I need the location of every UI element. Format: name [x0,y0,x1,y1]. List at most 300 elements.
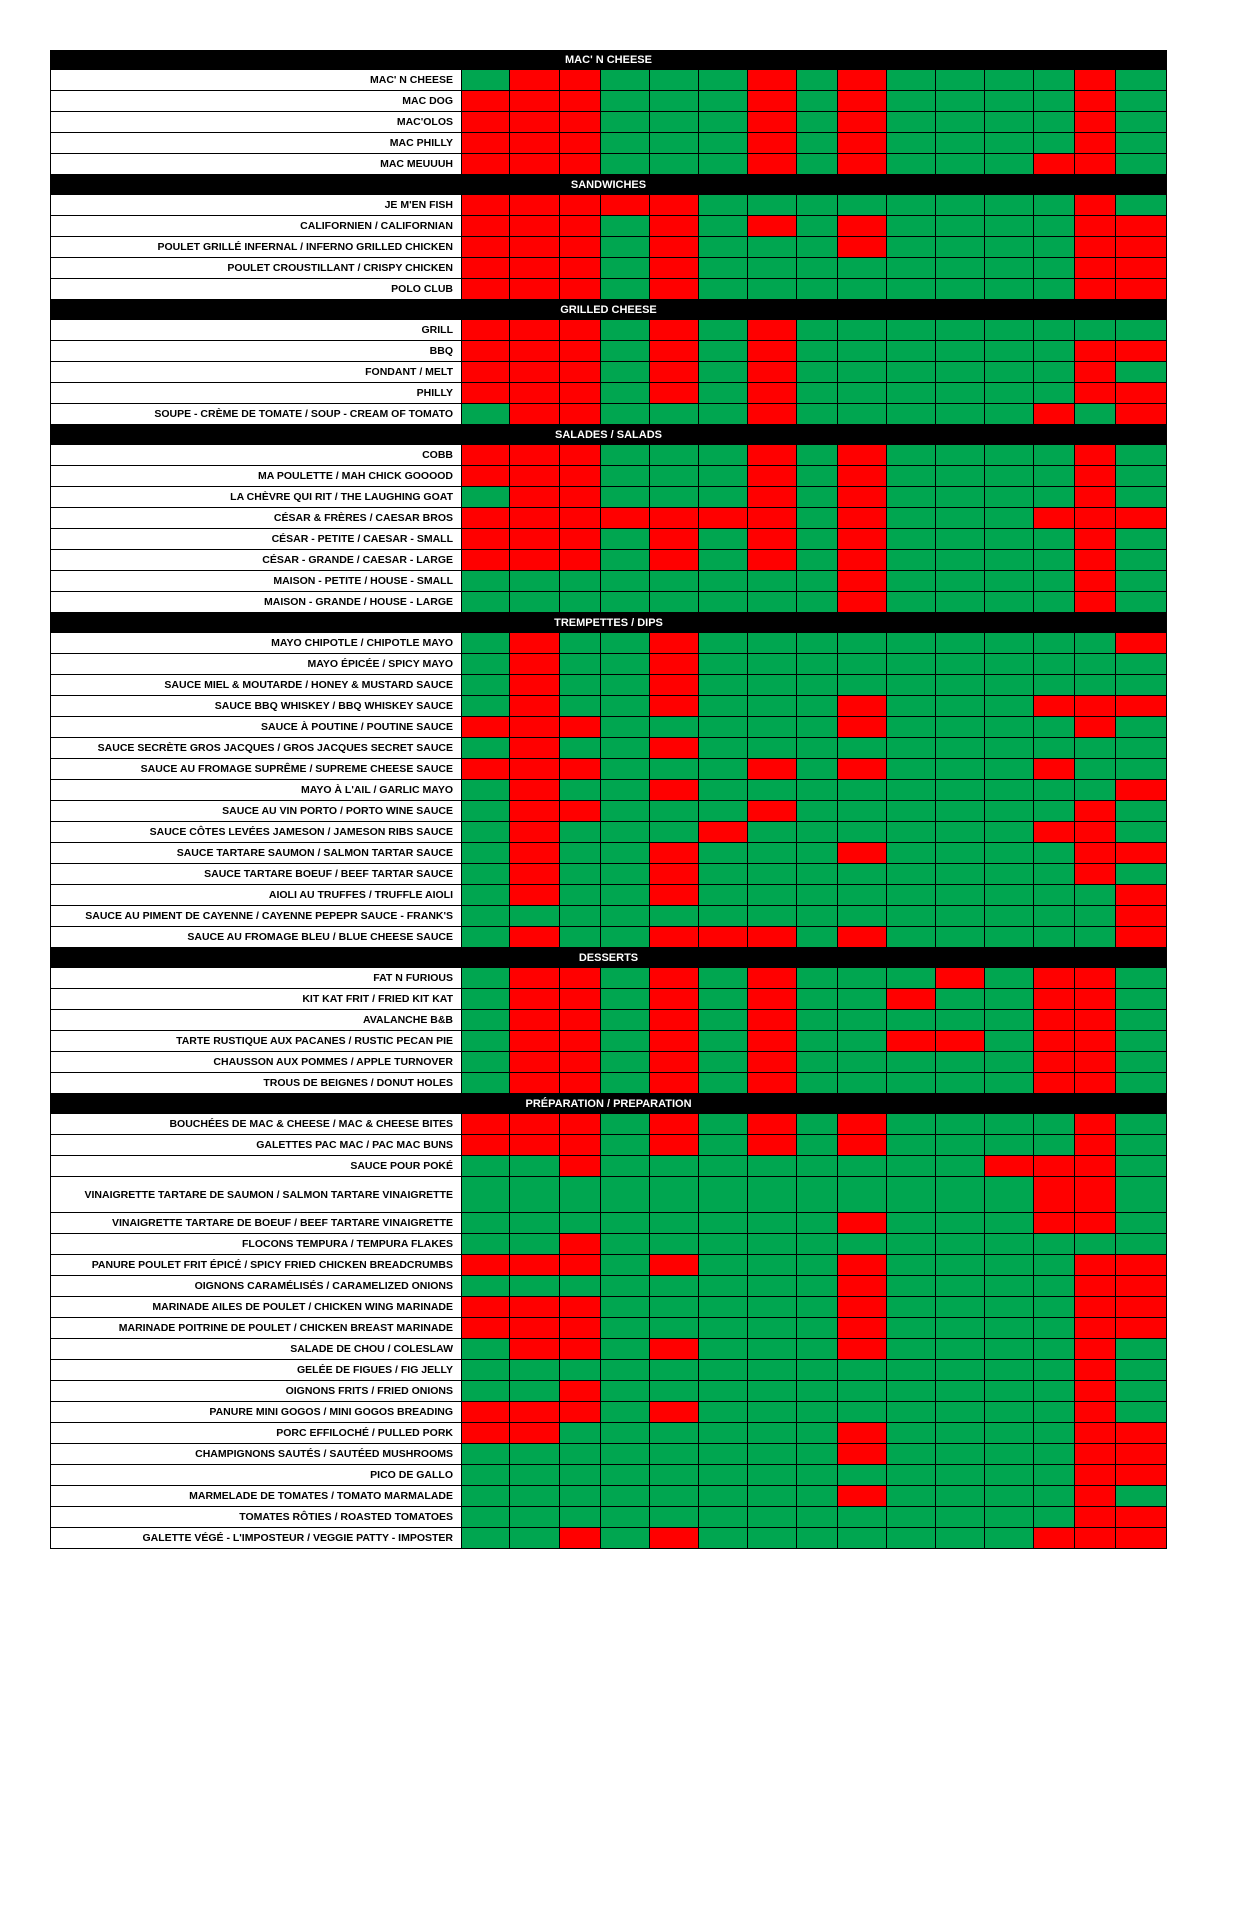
allergen-present-cell [1034,1156,1075,1177]
allergen-present-cell [748,362,797,383]
allergen-free-cell [936,112,985,133]
allergen-free-cell [887,466,936,487]
allergen-present-cell [462,1297,510,1318]
allergen-present-cell [560,801,601,822]
allergen-present-cell [560,1339,601,1360]
allergen-present-cell [1075,989,1116,1010]
allergen-present-cell [510,154,560,175]
allergen-free-cell [985,1031,1034,1052]
allergen-free-cell [462,1360,510,1381]
allergen-free-cell [936,1339,985,1360]
allergen-free-cell [650,822,699,843]
allergen-free-cell [1034,927,1075,948]
allergen-present-cell [748,989,797,1010]
allergen-free-cell [797,696,838,717]
menu-item-row [50,989,1167,1010]
allergen-free-cell [887,383,936,404]
allergen-present-cell [748,759,797,780]
allergen-present-cell [1116,1276,1167,1297]
allergen-present-cell [1075,91,1116,112]
allergen-present-cell [1075,571,1116,592]
menu-item-row [50,195,1167,216]
allergen-present-cell [510,696,560,717]
allergen-free-cell [699,70,748,91]
allergen-present-cell [650,1255,699,1276]
allergen-free-cell [1116,759,1167,780]
allergen-free-cell [699,906,748,927]
allergen-free-cell [601,154,650,175]
menu-item-name: PANURE MINI GOGOS / MINI GOGOS BREADING [50,1402,462,1423]
allergen-free-cell [985,780,1034,801]
allergen-present-cell [462,383,510,404]
allergen-present-cell [560,216,601,237]
allergen-free-cell [936,633,985,654]
allergen-present-cell [1075,133,1116,154]
menu-item-name: SAUCE AU FROMAGE SUPRÊME / SUPREME CHEESE SAUCE [50,759,462,780]
allergen-free-cell [887,738,936,759]
menu-item-name: SAUCE À POUTINE / POUTINE SAUCE [50,717,462,738]
allergen-present-cell [838,696,887,717]
allergen-present-cell [1034,822,1075,843]
allergen-free-cell [797,738,838,759]
allergen-free-cell [936,341,985,362]
allergen-present-cell [748,70,797,91]
allergen-free-cell [1116,195,1167,216]
allergen-present-cell [748,801,797,822]
allergen-free-cell [1116,362,1167,383]
allergen-free-cell [1034,320,1075,341]
allergen-free-cell [462,1010,510,1031]
menu-item-name: PHILLY [50,383,462,404]
section-title: SANDWICHES [570,179,647,191]
allergen-free-cell [560,843,601,864]
allergen-free-cell [1116,529,1167,550]
menu-item-row [50,1486,1167,1507]
allergen-matrix [50,50,1167,1549]
allergen-present-cell [560,445,601,466]
menu-item-row [50,1444,1167,1465]
allergen-free-cell [887,341,936,362]
allergen-present-cell [560,550,601,571]
allergen-present-cell [1075,466,1116,487]
allergen-present-cell [838,237,887,258]
allergen-free-cell [887,133,936,154]
allergen-present-cell [560,1010,601,1031]
allergen-free-cell [887,445,936,466]
allergen-free-cell [650,154,699,175]
allergen-free-cell [650,487,699,508]
menu-item-name: FAT N FURIOUS [50,968,462,989]
allergen-free-cell [887,1360,936,1381]
allergen-free-cell [797,1213,838,1234]
allergen-free-cell [601,927,650,948]
allergen-free-cell [985,717,1034,738]
allergen-free-cell [797,487,838,508]
allergen-free-cell [699,320,748,341]
allergen-free-cell [887,1528,936,1549]
menu-item-row [50,864,1167,885]
allergen-present-cell [650,1339,699,1360]
allergen-present-cell [838,1135,887,1156]
allergen-free-cell [797,237,838,258]
allergen-free-cell [462,906,510,927]
allergen-free-cell [601,1255,650,1276]
allergen-free-cell [601,1297,650,1318]
allergen-free-cell [838,383,887,404]
allergen-free-cell [985,592,1034,613]
allergen-free-cell [748,195,797,216]
allergen-free-cell [699,341,748,362]
allergen-free-cell [1116,717,1167,738]
allergen-free-cell [985,404,1034,425]
allergen-free-cell [699,968,748,989]
allergen-free-cell [699,1276,748,1297]
allergen-present-cell [510,968,560,989]
allergen-free-cell [1075,1234,1116,1255]
allergen-present-cell [1116,906,1167,927]
allergen-free-cell [1116,466,1167,487]
allergen-free-cell [887,70,936,91]
menu-item-name: PANURE POULET FRIT ÉPICÉ / SPICY FRIED CHICKEN BREADCRUMBS [50,1255,462,1276]
allergen-present-cell [650,320,699,341]
allergen-free-cell [936,1318,985,1339]
allergen-free-cell [985,1010,1034,1031]
allergen-present-cell [560,1052,601,1073]
allergen-present-cell [510,91,560,112]
allergen-free-cell [748,654,797,675]
allergen-present-cell [1075,1297,1116,1318]
allergen-free-cell [985,1318,1034,1339]
allergen-free-cell [887,780,936,801]
allergen-present-cell [748,216,797,237]
allergen-free-cell [985,133,1034,154]
allergen-free-cell [936,1507,985,1528]
allergen-present-cell [748,404,797,425]
allergen-free-cell [462,1465,510,1486]
allergen-present-cell [1116,383,1167,404]
section-header [50,425,1167,445]
allergen-present-cell [510,633,560,654]
allergen-free-cell [887,216,936,237]
allergen-free-cell [797,1465,838,1486]
allergen-free-cell [601,1381,650,1402]
allergen-free-cell [936,1444,985,1465]
allergen-free-cell [699,654,748,675]
allergen-free-cell [838,885,887,906]
allergen-free-cell [985,1234,1034,1255]
allergen-present-cell [560,1156,601,1177]
allergen-free-cell [1034,1486,1075,1507]
allergen-free-cell [797,1177,838,1213]
allergen-present-cell [1116,780,1167,801]
allergen-free-cell [887,1465,936,1486]
allergen-free-cell [1034,1297,1075,1318]
allergen-present-cell [650,696,699,717]
allergen-present-cell [1034,154,1075,175]
allergen-free-cell [985,279,1034,300]
allergen-present-cell [510,508,560,529]
menu-item-name: PICO DE GALLO [50,1465,462,1486]
allergen-present-cell [1075,1213,1116,1234]
allergen-free-cell [699,383,748,404]
allergen-free-cell [1034,675,1075,696]
allergen-present-cell [1075,279,1116,300]
menu-item-row [50,508,1167,529]
allergen-free-cell [887,91,936,112]
allergen-present-cell [1075,1276,1116,1297]
allergen-free-cell [985,1213,1034,1234]
allergen-free-cell [601,1318,650,1339]
allergen-free-cell [838,780,887,801]
allergen-present-cell [560,1381,601,1402]
allergen-free-cell [560,1360,601,1381]
allergen-free-cell [1116,1156,1167,1177]
allergen-free-cell [748,843,797,864]
allergen-present-cell [510,112,560,133]
allergen-free-cell [887,1052,936,1073]
allergen-free-cell [838,258,887,279]
allergen-present-cell [650,843,699,864]
allergen-free-cell [462,1213,510,1234]
allergen-free-cell [699,1156,748,1177]
allergen-free-cell [1075,633,1116,654]
allergen-free-cell [985,1528,1034,1549]
allergen-free-cell [1075,404,1116,425]
allergen-free-cell [462,1486,510,1507]
allergen-free-cell [838,801,887,822]
allergen-free-cell [985,216,1034,237]
allergen-free-cell [797,801,838,822]
allergen-present-cell [650,1135,699,1156]
allergen-free-cell [936,195,985,216]
allergen-free-cell [936,592,985,613]
allergen-free-cell [699,1423,748,1444]
menu-item-row [50,341,1167,362]
allergen-present-cell [887,1031,936,1052]
allergen-present-cell [838,91,887,112]
allergen-free-cell [510,1360,560,1381]
allergen-present-cell [1075,258,1116,279]
allergen-present-cell [1075,1135,1116,1156]
allergen-free-cell [601,466,650,487]
allergen-free-cell [748,1465,797,1486]
section-header [50,613,1167,633]
allergen-free-cell [985,1339,1034,1360]
allergen-free-cell [887,1381,936,1402]
menu-item-name: CÉSAR - GRANDE / CAESAR - LARGE [50,550,462,571]
allergen-present-cell [462,362,510,383]
allergen-free-cell [985,1381,1034,1402]
allergen-present-cell [510,216,560,237]
allergen-free-cell [797,1381,838,1402]
allergen-free-cell [797,1528,838,1549]
allergen-free-cell [936,927,985,948]
allergen-free-cell [601,404,650,425]
allergen-present-cell [1075,843,1116,864]
allergen-present-cell [560,70,601,91]
allergen-present-cell [838,843,887,864]
menu-item-name: SAUCE AU PIMENT DE CAYENNE / CAYENNE PEPEPR SAUCE - FRANK'S [50,906,462,927]
allergen-free-cell [699,154,748,175]
allergen-present-cell [560,112,601,133]
allergen-free-cell [887,633,936,654]
allergen-free-cell [1034,885,1075,906]
allergen-present-cell [650,529,699,550]
allergen-free-cell [797,1402,838,1423]
allergen-free-cell [1116,675,1167,696]
allergen-free-cell [560,1465,601,1486]
allergen-present-cell [462,154,510,175]
allergen-free-cell [797,571,838,592]
allergen-free-cell [699,529,748,550]
menu-item-row [50,466,1167,487]
allergen-present-cell [1075,1360,1116,1381]
allergen-present-cell [748,466,797,487]
allergen-free-cell [838,633,887,654]
allergen-free-cell [985,1135,1034,1156]
allergen-free-cell [887,717,936,738]
allergen-present-cell [1034,696,1075,717]
allergen-free-cell [601,445,650,466]
menu-item-row [50,738,1167,759]
allergen-free-cell [887,1339,936,1360]
allergen-present-cell [462,550,510,571]
menu-item-row [50,675,1167,696]
allergen-free-cell [985,487,1034,508]
allergen-free-cell [748,1486,797,1507]
allergen-free-cell [936,1276,985,1297]
allergen-free-cell [462,968,510,989]
allergen-present-cell [560,529,601,550]
allergen-present-cell [1075,592,1116,613]
allergen-free-cell [699,1297,748,1318]
allergen-free-cell [1034,237,1075,258]
allergen-present-cell [510,1297,560,1318]
allergen-free-cell [887,1073,936,1094]
allergen-free-cell [1034,864,1075,885]
allergen-free-cell [748,1177,797,1213]
allergen-free-cell [797,927,838,948]
menu-item-row [50,1381,1167,1402]
allergen-free-cell [985,1486,1034,1507]
allergen-free-cell [650,571,699,592]
allergen-free-cell [560,571,601,592]
menu-item-row [50,1114,1167,1135]
allergen-free-cell [985,801,1034,822]
allergen-present-cell [887,989,936,1010]
allergen-free-cell [797,529,838,550]
allergen-present-cell [1075,1465,1116,1486]
allergen-free-cell [985,195,1034,216]
allergen-present-cell [1116,633,1167,654]
allergen-free-cell [936,1402,985,1423]
allergen-present-cell [650,237,699,258]
allergen-present-cell [748,1135,797,1156]
allergen-present-cell [510,466,560,487]
allergen-free-cell [1034,550,1075,571]
allergen-present-cell [1075,1255,1116,1276]
allergen-present-cell [510,989,560,1010]
allergen-free-cell [936,571,985,592]
allergen-free-cell [462,1156,510,1177]
allergen-free-cell [985,968,1034,989]
allergen-free-cell [462,70,510,91]
allergen-free-cell [838,1360,887,1381]
allergen-present-cell [699,508,748,529]
allergen-free-cell [936,404,985,425]
allergen-free-cell [699,1073,748,1094]
allergen-present-cell [1075,1177,1116,1213]
allergen-present-cell [510,1031,560,1052]
allergen-free-cell [699,780,748,801]
menu-item-name: OIGNONS FRITS / FRIED ONIONS [50,1381,462,1402]
allergen-free-cell [462,780,510,801]
allergen-free-cell [936,320,985,341]
menu-item-name: MAYO CHIPOTLE / CHIPOTLE MAYO [50,633,462,654]
allergen-free-cell [601,1339,650,1360]
allergen-present-cell [560,195,601,216]
allergen-free-cell [985,258,1034,279]
allergen-free-cell [699,445,748,466]
allergen-free-cell [601,717,650,738]
menu-item-name: CHAMPIGNONS SAUTÉS / SAUTÉED MUSHROOMS [50,1444,462,1465]
allergen-present-cell [650,341,699,362]
menu-item-name: MAC PHILLY [50,133,462,154]
menu-item-row [50,1423,1167,1444]
allergen-free-cell [985,1444,1034,1465]
allergen-present-cell [1034,508,1075,529]
allergen-free-cell [650,1507,699,1528]
menu-item-name: SAUCE SECRÈTE GROS JACQUES / GROS JACQUES SECRET SAUCE [50,738,462,759]
allergen-free-cell [650,1423,699,1444]
allergen-free-cell [936,1073,985,1094]
allergen-free-cell [1034,654,1075,675]
allergen-free-cell [887,529,936,550]
allergen-present-cell [748,1010,797,1031]
menu-item-name: MAISON - GRANDE / HOUSE - LARGE [50,592,462,613]
allergen-present-cell [748,133,797,154]
allergen-free-cell [1116,112,1167,133]
menu-item-row [50,592,1167,613]
allergen-free-cell [601,780,650,801]
allergen-present-cell [650,383,699,404]
allergen-free-cell [699,258,748,279]
allergen-free-cell [1116,1381,1167,1402]
menu-item-row [50,70,1167,91]
allergen-free-cell [887,1156,936,1177]
allergen-present-cell [1075,1010,1116,1031]
allergen-free-cell [650,404,699,425]
allergen-free-cell [601,885,650,906]
allergen-free-cell [1034,487,1075,508]
allergen-present-cell [838,1444,887,1465]
allergen-free-cell [985,1465,1034,1486]
allergen-free-cell [1034,906,1075,927]
allergen-free-cell [601,1010,650,1031]
allergen-free-cell [838,1507,887,1528]
allergen-free-cell [936,801,985,822]
allergen-free-cell [936,383,985,404]
allergen-free-cell [510,1156,560,1177]
menu-item-name: POULET GRILLÉ INFERNAL / INFERNO GRILLED CHICKEN [50,237,462,258]
allergen-free-cell [936,1234,985,1255]
allergen-free-cell [887,1114,936,1135]
allergen-free-cell [748,738,797,759]
allergen-free-cell [699,843,748,864]
allergen-free-cell [699,675,748,696]
allergen-free-cell [601,362,650,383]
allergen-present-cell [838,487,887,508]
